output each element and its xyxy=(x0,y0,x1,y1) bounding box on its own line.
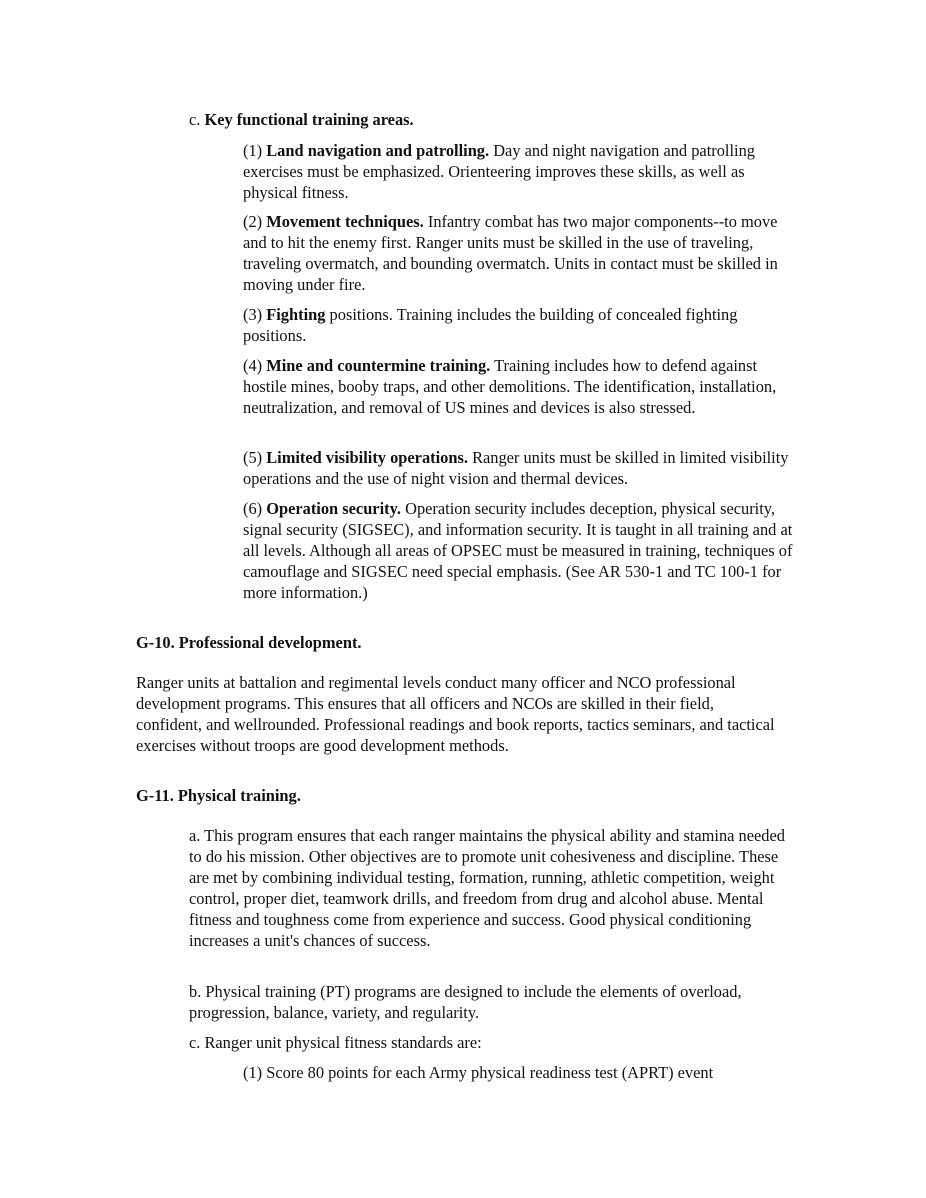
item-4-text: Training includes how to defend against hostile mines, booby traps, and other demolitions. The identification, installation, neutralization, and removal of US mines and devices is also stressed. xyxy=(243,356,777,417)
g11-para-a: a. This program ensures that each ranger maintains the physical ability and stamina needed to do his mission. Other objectives are to promote unit cohesiveness and discipline. These are met by combining individual testing, formation, running, athletic competition, weight control, proper diet, teamwork drills, and freedom from drug and alcohol abuse. Mental fitness and toughness come from experience and success. Good physical conditioning increases a unit's chances of success. xyxy=(189,826,785,950)
item-1-num: (1) xyxy=(243,141,263,160)
item-1-text: Day and night navigation and patrolling exercises must be emphasized. Orienteering improves these skills, as well as physical fitness. xyxy=(243,141,755,202)
g11-heading: G-11. Physical training. xyxy=(136,786,301,805)
g11-item-1: (1) Score 80 points for each Army physical readiness test (APRT) event xyxy=(243,1063,714,1082)
section-c-title: Key functional training areas. xyxy=(204,110,414,129)
item-1-heading: Land navigation and patrolling. xyxy=(266,141,490,160)
item-4-num: (4) xyxy=(243,356,263,375)
item-2-heading: Movement techniques. xyxy=(266,212,424,231)
g11-para-b: b. Physical training (PT) programs are designed to include the elements of overload, progression, balance, variety, and regularity. xyxy=(189,982,742,1022)
section-c-label: c. xyxy=(189,110,201,129)
item-2-num: (2) xyxy=(243,212,263,231)
item-5-num: (5) xyxy=(243,448,263,467)
item-3 xyxy=(243,304,803,346)
g10-text: Ranger units at battalion and regimental levels conduct many officer and NCO professional development programs. This ensures that all officers and NCOs are skilled in their field, confident, and wellrounded. Professional readings and book reports, tactics seminars, and tactical exercises without troops are good development methods. xyxy=(136,673,775,755)
g11-para-c: c. Ranger unit physical fitness standards are: xyxy=(189,1033,482,1052)
item-1 xyxy=(243,140,803,203)
section-c-heading xyxy=(189,109,799,130)
item-6 xyxy=(243,498,803,603)
item-3-text: positions. Training includes the building of concealed fighting positions. xyxy=(243,305,738,345)
item-5-text: Ranger units must be skilled in limited visibility operations and the use of night vision and thermal devices. xyxy=(243,448,789,488)
item-6-text: Operation security includes deception, physical security, signal security (SIGSEC), and information security. It is taught in all training and at all levels. Although all areas of OPSEC must be measured in training, techniques of camouflage and SIGSEC need special emphasis. (See AR 530-1 and TC 100-1 for more information.) xyxy=(243,499,793,602)
item-5 xyxy=(243,447,803,489)
item-6-num: (6) xyxy=(243,499,263,518)
item-2-text: Infantry combat has two major components--to move and to hit the enemy first. Ranger units must be skilled in the use of traveling, traveling overmatch, and bounding overmatch. Units in contact must be skilled in moving under fire. xyxy=(243,212,778,294)
item-6-heading: Operation security. xyxy=(266,499,401,518)
item-3-heading: Fighting xyxy=(266,305,326,324)
item-5-heading: Limited visibility operations. xyxy=(266,448,468,467)
item-4 xyxy=(243,355,803,418)
item-2 xyxy=(243,211,803,295)
item-4-heading: Mine and countermine training. xyxy=(266,356,491,375)
item-3-num: (3) xyxy=(243,305,263,324)
g10-heading: G-10. Professional development. xyxy=(136,633,362,652)
